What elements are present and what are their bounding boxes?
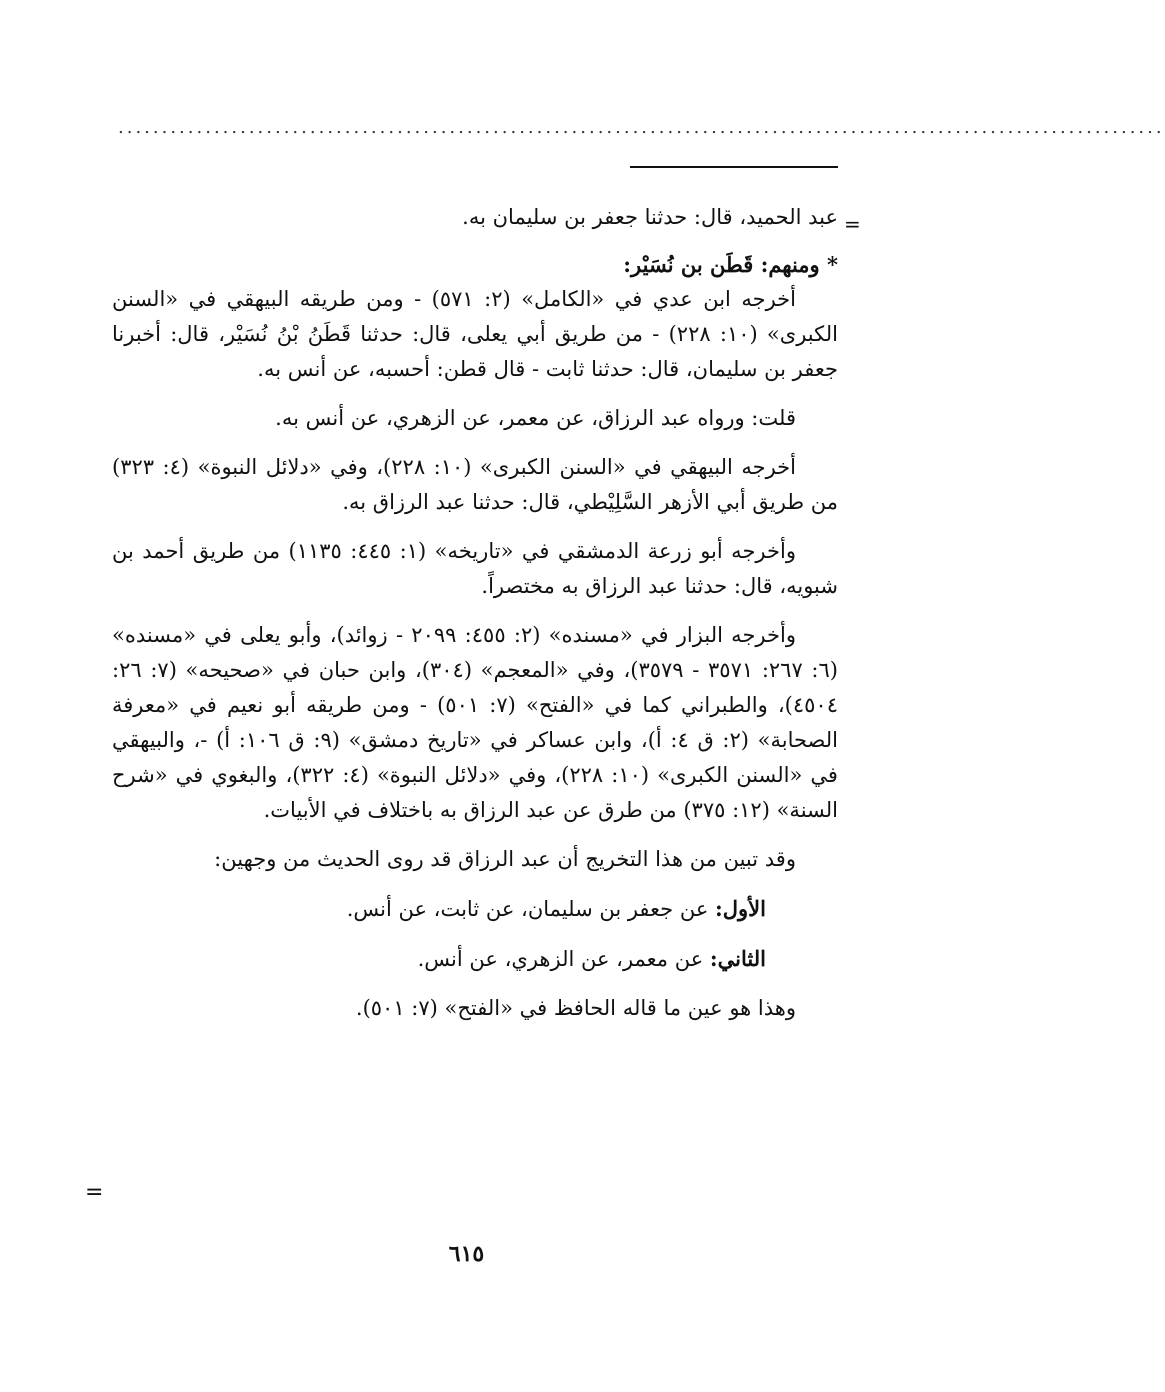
footnote-rule (630, 166, 838, 168)
paragraph-6: وقد تبين من هذا التخريج أن عبد الرزاق قد روى الحديث من وجهين: (214, 847, 796, 871)
list-item-text: عن جعفر بن سليمان، عن ثابت، عن أنس. (346, 897, 716, 921)
footnote-body (112, 200, 838, 1026)
section-heading: * ومنهم: قَطَن بن نُسَيْر: (623, 252, 838, 277)
closing-line: وهذا هو عين ما قاله الحافظ في «الفتح» (٧: ٥٠١). (355, 996, 796, 1020)
paragraph-2: قلت: ورواه عبد الرزاق، عن معمر، عن الزهري، عن أنس به. (275, 406, 796, 430)
paragraph-3: أخرجه البيهقي في «السنن الكبرى» (١٠: ٢٢٨)، وفي «دلائل النبوة» (٤: ٣٢٣) من طريق أبي الأزهر السَّلِيْطي، قال: حدثنا عبد الرزاق به. (112, 455, 838, 514)
paragraph-1: أخرجه ابن عدي في «الكامل» (٢: ٥٧١) - ومن طريقه البيهقي في «السنن الكبرى» (١٠: ٢٢٨) - من طريق أبي يعلى، قال: حدثنا قَطَنُ بْنُ نُسَيْر، قال: أخبرنا جعفر بن سليمان، قال: حدثنا ثابت - قال قطن: أحسبه، عن أنس به. (112, 287, 838, 381)
dotted-separator: ........................................................................................................................ (118, 117, 1165, 138)
continuation-mark-bottom: = (85, 1180, 104, 1205)
list-item-label: الثاني: (709, 946, 766, 971)
list-item (112, 941, 838, 977)
list-item-text: عن معمر، عن الزهري، عن أنس. (417, 947, 710, 971)
page-number: ٦١٥ (448, 1241, 485, 1267)
continuation-mark: = (844, 212, 861, 236)
paragraph-5: وأخرجه البزار في «مسنده» (٢: ٤٥٥: ٢٠٩٩ - زوائد)، وأبو يعلى في «مسنده» (٦: ٢٦٧: ٣٥٧١ - ٣٥٧٩)، وفي «المعجم» (٣٠٤)، وابن حبان في «صحيحه» (٧: ٢٦: ٤٥٠٤)، والطبراني كما في «الفتح» (٧: ٥٠١) - ومن طريقه أبو نعيم في «معرفة الصحابة» (٢: ق ٤: أ)، وابن عساكر في «تاريخ دمشق» (٩: ق ١٠٦: أ) -، والبيهقي في «السنن الكبرى» (١٠: ٢٢٨)، وفي «دلائل النبوة» (٤: ٣٢٢)، والبغوي في «شرح السنة» (١٢: ٣٧٥) من طرق عن عبد الرزاق به باختلاف في الأبيات. (112, 623, 839, 822)
list-item (112, 891, 838, 927)
paragraph-4: وأخرجه أبو زرعة الدمشقي في «تاريخه» (١: ٤٤٥: ١١٣٥) من طريق أحمد بن شبويه، قال: حدثنا عبد الرزاق به مختصراً. (112, 539, 838, 598)
list-item-label: الأول: (715, 896, 766, 921)
continuation-line: عبد الحميد، قال: حدثنا جعفر بن سليمان به. (462, 205, 838, 229)
